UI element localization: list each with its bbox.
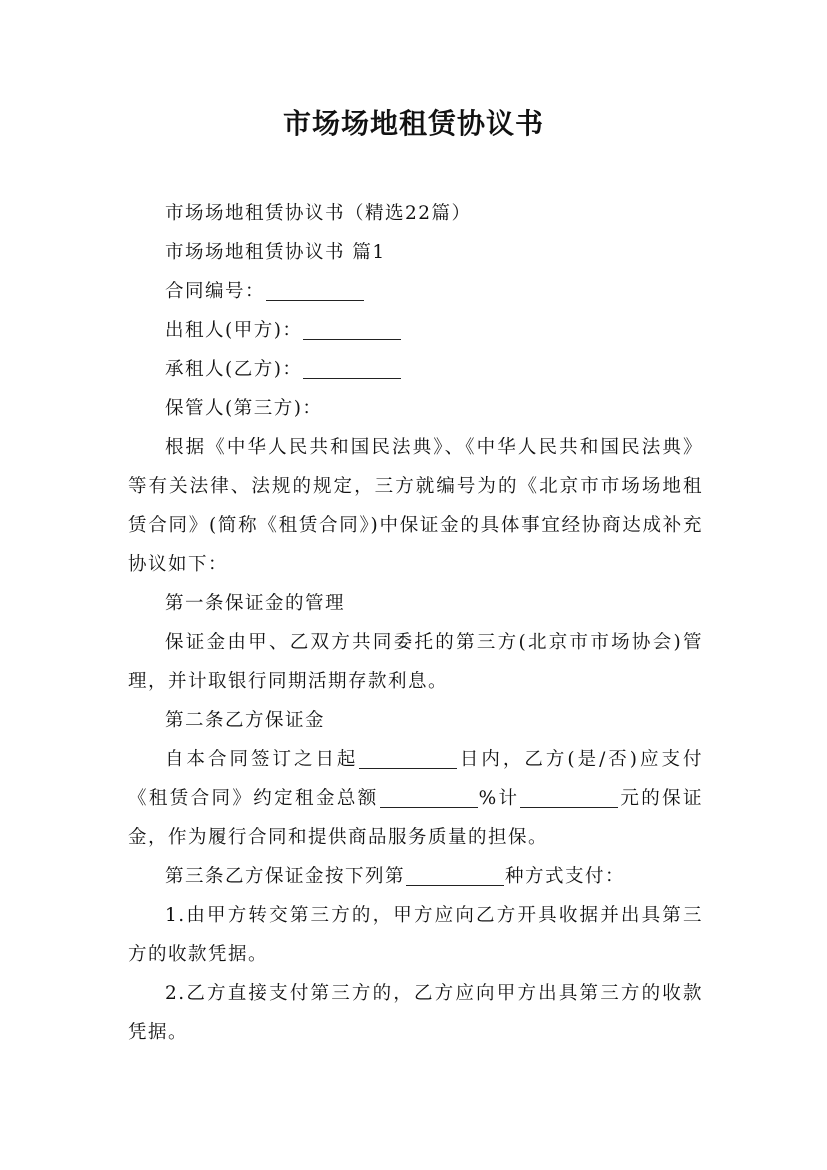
document-title: 市场场地租赁协议书 [282, 107, 544, 140]
document-subtitle: 市场场地租赁协议书（精选22篇） [165, 203, 472, 224]
document-body [128, 194, 703, 1052]
contract-number-blank [266, 280, 364, 301]
lessee-line [128, 350, 703, 389]
section-heading: 市场场地租赁协议书 篇1 [165, 242, 386, 263]
lessor-line [128, 311, 703, 350]
custodian-line [128, 389, 703, 428]
lessor-blank [303, 319, 401, 340]
article2-title: 第二条乙方保证金 [165, 710, 326, 731]
lessee-blank [303, 358, 401, 379]
article1-title: 第一条保证金的管理 [165, 593, 346, 614]
article2-text-1: 自本合同签订之日起 [165, 749, 359, 770]
payment-method-item-1: 1.由甲方转交第三方的，甲方应向乙方开具收据并出具第三方的收款凭据。 [128, 905, 703, 965]
lessor-label: 出租人(甲方)： [165, 320, 303, 341]
article2-text-3: %计 [478, 788, 520, 809]
percent-blank [380, 787, 478, 808]
contract-number-label: 合同编号： [165, 281, 266, 302]
custodian-label: 保管人(第三方)： [165, 398, 323, 419]
method-blank [406, 865, 504, 886]
preamble-paragraph: 根据《中华人民共和国民法典》、《中华人民共和国民法典》等有关法律、法规的规定，三方就编号为的《北京市市场场地租赁合同》(简称《租赁合同》)中保证金的具体事宜经协商达成补充协议如下： [128, 437, 703, 575]
article2-body [128, 740, 703, 857]
payment-method-item-2: 2.乙方直接支付第三方的，乙方应向甲方出具第三方的收款凭据。 [128, 983, 703, 1043]
article3-text-1: 第三条乙方保证金按下列第 [165, 866, 406, 887]
article2-text-4: 元的保证金，作为履行合同和提供商品服务质量的担保。 [128, 788, 703, 848]
article1-body: 保证金由甲、乙双方共同委托的第三方(北京市市场协会)管理，并计取银行同期活期存款利息。 [128, 632, 703, 692]
days-blank [359, 748, 457, 769]
article3-title [128, 857, 703, 896]
lessee-label: 承租人(乙方)： [165, 359, 303, 380]
amount-blank [520, 787, 618, 808]
article3-text-2: 种方式支付： [505, 866, 626, 887]
contract-number-line [128, 272, 703, 311]
article2-text-2: 日内，乙方(是/否)应支付《租赁合同》约定租金总额 [128, 749, 703, 809]
